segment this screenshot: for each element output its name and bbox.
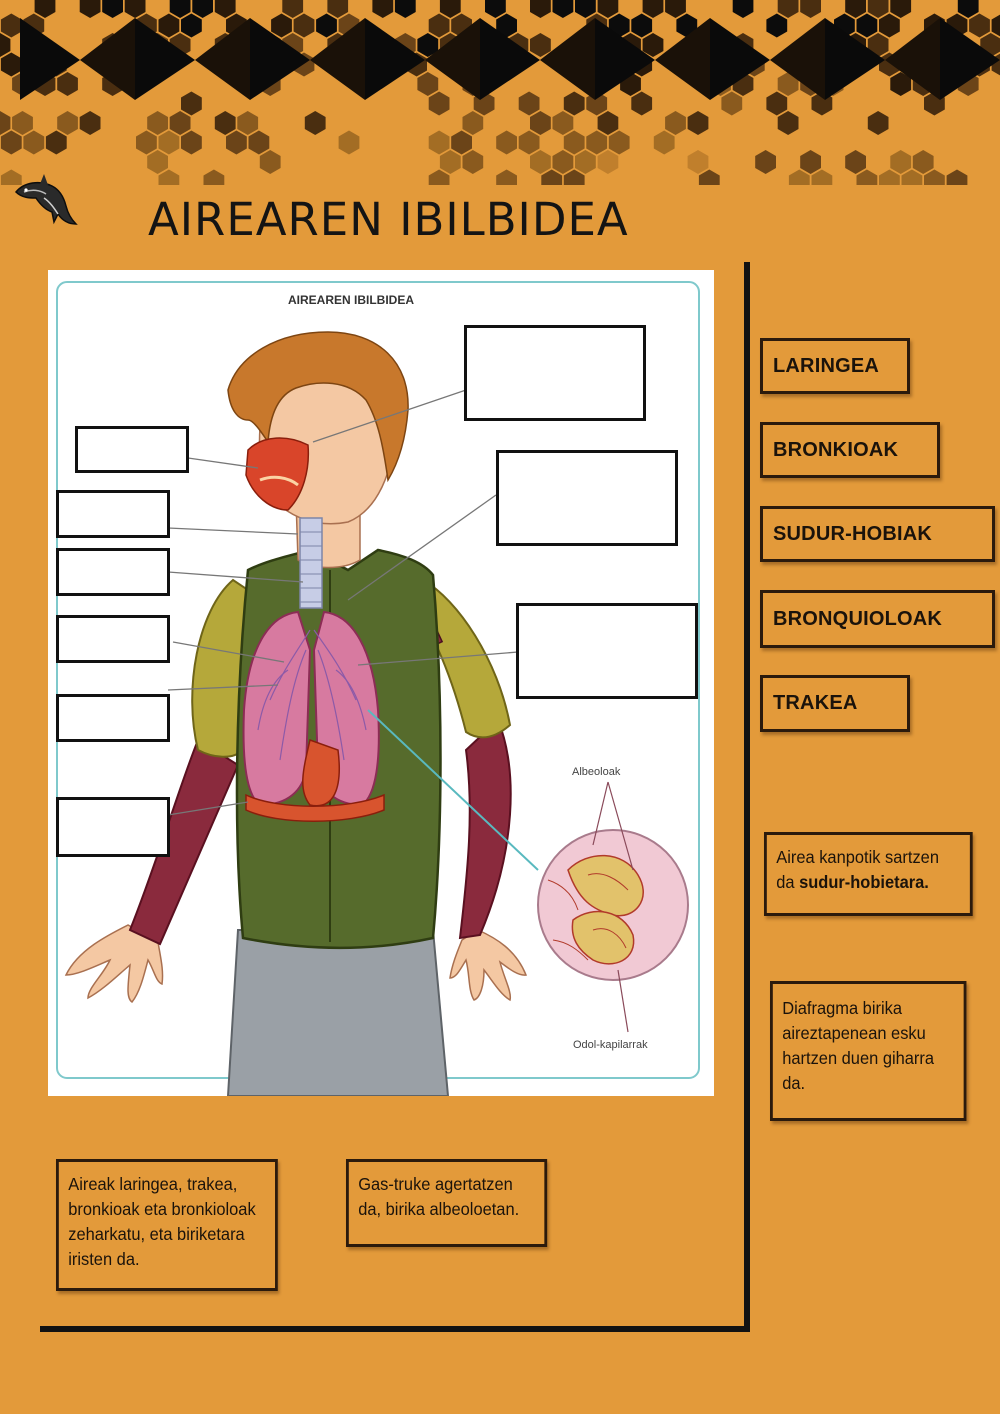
illustration-header: AIREAREN IBILBIDEA bbox=[288, 293, 415, 307]
capillaries-caption: Odol-kapilarrak bbox=[573, 1039, 648, 1051]
info-card-nose-text: Airea kanpotik sartzen da bbox=[776, 847, 939, 892]
word-card-bronquioloak[interactable]: BRONQUIOLOAK bbox=[760, 590, 995, 648]
answer-box-1[interactable] bbox=[464, 325, 646, 421]
answer-box-2[interactable] bbox=[75, 426, 189, 473]
dolphin-icon bbox=[10, 170, 78, 232]
answer-box-6[interactable] bbox=[516, 603, 698, 699]
answer-box-5[interactable] bbox=[56, 548, 170, 596]
word-card-trakea[interactable]: TRAKEA bbox=[760, 675, 910, 732]
vertical-divider bbox=[744, 262, 750, 1332]
answer-box-8[interactable] bbox=[56, 694, 170, 742]
hexagon-header-pattern bbox=[0, 0, 1000, 185]
answer-box-7[interactable] bbox=[56, 615, 170, 663]
alveoli-caption: Albeoloak bbox=[572, 766, 621, 778]
info-card-nose[interactable] bbox=[764, 832, 973, 916]
page-title: AIREAREN IBILBIDEA bbox=[148, 193, 629, 246]
word-card-bronkioak[interactable]: BRONKIOAK bbox=[760, 422, 940, 478]
answer-box-9[interactable] bbox=[56, 797, 170, 857]
info-card-exchange[interactable]: Gas-truke agertatzen da, birika albeoloetan. bbox=[346, 1159, 547, 1247]
answer-box-3[interactable] bbox=[496, 450, 678, 546]
answer-box-4[interactable] bbox=[56, 490, 170, 538]
word-card-laringea[interactable]: LARINGEA bbox=[760, 338, 910, 394]
horizontal-divider bbox=[40, 1326, 750, 1332]
word-card-sudur-hobiak[interactable]: SUDUR-HOBIAK bbox=[760, 506, 995, 562]
info-card-path[interactable]: Aireak laringea, trakea, bronkioak eta bronkioloak zeharkatu, eta biriketara iristen da. bbox=[56, 1159, 278, 1291]
info-card-nose-bold: sudur-hobietara. bbox=[799, 872, 929, 892]
info-card-diaphragm[interactable]: Diafragma birika aireztapenean esku hartzen duen giharra da. bbox=[770, 981, 966, 1121]
